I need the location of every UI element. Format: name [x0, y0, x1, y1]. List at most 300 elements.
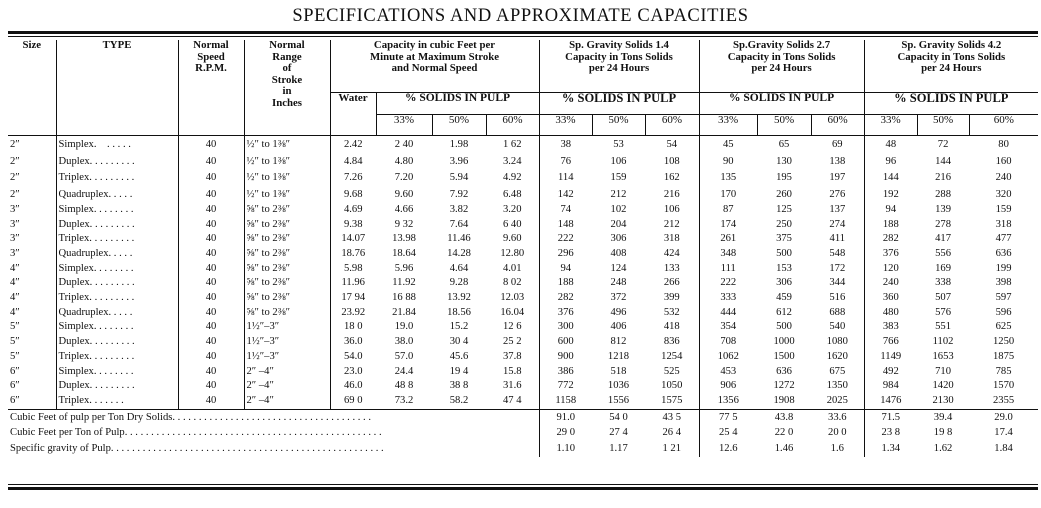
cell-value: 548 — [829, 247, 846, 259]
cell-value: 18.56 — [447, 306, 471, 318]
cell-value: 19.0 — [394, 321, 414, 333]
cell-value: 383 — [864, 320, 917, 335]
cell-size: 2″ — [10, 172, 20, 184]
cell-value: 73.2 — [394, 394, 414, 406]
cell-speed: 40 — [178, 291, 244, 306]
cell-size: 5″ — [10, 321, 20, 333]
footer-value: 91.0 — [539, 409, 592, 425]
cell-value: 170 — [699, 186, 757, 203]
table-row — [8, 379, 1038, 394]
size-group — [8, 203, 1038, 262]
cell-value: 106 — [663, 203, 680, 215]
cell-value: 636 — [776, 365, 792, 377]
cell-value: 7.20 — [394, 172, 414, 184]
cell-value: 4.66 — [394, 203, 414, 215]
cell-value: 31.6 — [502, 380, 522, 392]
cell-value: 240 — [864, 276, 917, 291]
cell-value: 318 — [663, 233, 680, 245]
header-pct: 50% — [432, 115, 486, 136]
cell-value: 11.96 — [330, 276, 376, 291]
cell-value: 2.42 — [330, 136, 376, 153]
cell-value: 282 — [539, 291, 592, 306]
header-capacity-line: Capacity in cubic Feet per — [373, 40, 496, 51]
header-stroke-line: Range — [272, 50, 302, 63]
cell-value: 18.76 — [330, 247, 376, 262]
cell-value: 197 — [829, 172, 846, 184]
cell-value: 87 — [699, 203, 757, 218]
header-pct: 50% — [757, 115, 811, 136]
size-group — [8, 262, 1038, 321]
cell-value: 47 4 — [502, 394, 522, 406]
header-pct: 50% — [592, 115, 645, 136]
cell-value: 500 — [776, 247, 792, 259]
footer-value: 43.8 — [757, 409, 811, 425]
cell-type: Duplex. . . . . . . . . — [56, 153, 178, 170]
table-row — [8, 136, 1038, 153]
cell-type: Quadruplex. . . . . — [56, 186, 178, 203]
cell-value: 65 — [778, 139, 790, 150]
cell-value: 348 — [699, 247, 757, 262]
cell-value: 106 — [610, 155, 627, 167]
cell-value: 108 — [663, 155, 680, 167]
cell-value: 710 — [935, 365, 951, 377]
cell-value: 376 — [539, 306, 592, 321]
cell-value: 708 — [699, 335, 757, 350]
cell-size: 3″ — [10, 203, 20, 215]
cell-value: 9.38 — [330, 218, 376, 233]
cell-value: 296 — [539, 247, 592, 262]
footer-value: 1.6 — [830, 443, 844, 455]
cell-size: 2″ — [10, 139, 20, 150]
cell-stroke: ⅝″ to 2⅜″ — [244, 218, 330, 233]
header-sg14-line: Sp. Gravity Solids 1.4 — [569, 40, 669, 51]
cell-value: 1356 — [699, 394, 757, 409]
cell-value: 596 — [995, 306, 1012, 318]
cell-value: 7.26 — [330, 169, 376, 186]
cell-value: 1420 — [932, 380, 954, 392]
size-group — [8, 136, 1038, 203]
cell-speed: 40 — [178, 136, 244, 153]
table-row — [8, 335, 1038, 350]
table-row — [8, 262, 1038, 277]
cell-value: 11.46 — [447, 233, 471, 245]
cell-size: 2″ — [10, 189, 20, 201]
cell-value: 766 — [864, 335, 917, 350]
footer-value: 19 8 — [933, 427, 953, 439]
cell-type: Triplex. . . . . . . . . — [56, 169, 178, 186]
cell-value: 5.98 — [330, 262, 376, 277]
table-row — [8, 320, 1038, 335]
top-rule-thick — [8, 31, 1038, 34]
cell-value: 540 — [829, 321, 846, 333]
cell-value: 1570 — [992, 380, 1015, 392]
cell-value: 153 — [776, 262, 792, 274]
cell-stroke: ½″ to 1⅜″ — [244, 153, 330, 170]
cell-value: 399 — [663, 292, 680, 304]
header-stroke-line: Stroke — [271, 73, 303, 86]
footer-value: 39.4 — [917, 409, 969, 425]
header-sg14-line: Capacity in Tons Solids — [565, 50, 673, 63]
cell-value: 248 — [610, 277, 627, 289]
footer-label: Cubic Feet of pulp per Ton Dry Solids. . . . . . . . . . . . . . . . . . . . . . . . . . . . . . . . . . . . . . — [8, 409, 539, 425]
header-pct: 33% — [376, 115, 432, 136]
cell-size: 4″ — [10, 262, 20, 274]
cell-value: 5.96 — [394, 262, 414, 274]
cell-value: 12 6 — [502, 321, 522, 333]
footer-value: 22 0 — [774, 427, 794, 439]
cell-value: 1050 — [661, 380, 683, 392]
cell-speed: 40 — [178, 203, 244, 218]
cell-value: 76 — [539, 153, 592, 170]
cell-value: 96 — [864, 153, 917, 170]
cell-stroke: ⅝″ to 2⅜″ — [244, 203, 330, 218]
cell-value: 900 — [539, 350, 592, 365]
cell-speed: 40 — [178, 335, 244, 350]
cell-value: 120 — [864, 262, 917, 277]
footer-value: 1.10 — [539, 441, 592, 457]
page-title: SPECIFICATIONS AND APPROXIMATE CAPACITIES — [292, 6, 749, 26]
cell-value: 53 — [613, 139, 624, 150]
cell-speed: 40 — [178, 394, 244, 409]
cell-value: 38.0 — [394, 336, 414, 348]
cell-value: 18 0 — [330, 320, 376, 335]
cell-value: 124 — [610, 262, 627, 274]
cell-speed: 40 — [178, 247, 244, 262]
footer-value: 26 4 — [662, 427, 682, 439]
cell-value: 556 — [935, 247, 951, 259]
cell-value: 372 — [610, 292, 627, 304]
header-sg42-line: per 24 Hours — [921, 62, 982, 74]
header-pct: 60% — [811, 115, 864, 136]
cell-value: 199 — [995, 262, 1012, 274]
cell-value: 354 — [699, 320, 757, 335]
cell-value: 111 — [699, 262, 757, 277]
cell-value: 333 — [699, 291, 757, 306]
cell-value: 984 — [864, 379, 917, 394]
cell-value: 320 — [995, 189, 1012, 201]
header-pct: 50% — [917, 115, 969, 136]
bottom-rule-thin — [8, 484, 1038, 485]
footer-value: 43 5 — [645, 409, 699, 425]
header-stroke-line: in — [282, 85, 292, 97]
cell-type: Simplex. . . . . . . . — [56, 262, 178, 277]
cell-value: 133 — [663, 262, 680, 274]
cell-speed: 40 — [178, 320, 244, 335]
cell-value: 94 — [539, 262, 592, 277]
cell-speed: 40 — [178, 306, 244, 321]
footer-value: 1.84 — [994, 443, 1013, 455]
cell-value: 21.84 — [392, 306, 416, 318]
cell-value: 212 — [610, 189, 627, 201]
cell-size: 3″ — [10, 233, 20, 245]
cell-value: 551 — [935, 321, 951, 333]
cell-type: Triplex. . . . . . . — [56, 394, 178, 409]
cell-stroke: ⅝″ to 2⅜″ — [244, 291, 330, 306]
cell-size: 5″ — [10, 350, 20, 362]
cell-value: 54 — [666, 139, 678, 150]
cell-value: 1149 — [864, 350, 917, 365]
cell-stroke: ⅝″ to 2⅜″ — [244, 232, 330, 247]
footer-row — [8, 409, 1038, 425]
cell-value: 3.82 — [449, 203, 469, 215]
cell-value: 240 — [995, 172, 1012, 184]
cell-value: 188 — [864, 218, 917, 233]
footer-value: 29 0 — [539, 425, 592, 441]
cell-value: 9.68 — [330, 186, 376, 203]
header-speed-line: Speed — [197, 50, 225, 63]
cell-value: 1.98 — [449, 139, 469, 150]
cell-value: 137 — [829, 203, 846, 215]
cell-value: 496 — [610, 306, 627, 318]
cell-value: 6.48 — [502, 189, 522, 201]
cell-value: 16.04 — [500, 306, 525, 318]
cell-value: 8 02 — [502, 277, 522, 289]
cell-value: 114 — [539, 169, 592, 186]
cell-value: 518 — [610, 365, 627, 377]
cell-value: 57.0 — [394, 350, 414, 362]
cell-value: 276 — [829, 189, 846, 201]
cell-value: 25 2 — [502, 336, 522, 348]
cell-value: 4.92 — [502, 172, 522, 184]
cell-value: 15.8 — [502, 365, 522, 377]
cell-stroke: ½″ to 1⅜″ — [244, 136, 330, 153]
cell-stroke: 1½″–3″ — [244, 350, 330, 365]
cell-speed: 40 — [178, 218, 244, 233]
cell-value: 3.24 — [502, 155, 522, 167]
cell-value: 1080 — [826, 336, 848, 348]
spec-table — [8, 40, 1038, 457]
header-sg27 — [699, 40, 864, 93]
cell-speed: 40 — [178, 379, 244, 394]
header-water: Water — [330, 93, 376, 136]
cell-type: Duplex. . . . . . . . . — [56, 379, 178, 394]
footer-row — [8, 441, 1038, 457]
cell-stroke: 2″ –4″ — [244, 365, 330, 380]
cell-value: 1062 — [699, 350, 757, 365]
footer-value: 12.6 — [699, 441, 757, 457]
footer-row — [8, 425, 1038, 441]
cell-size: 6″ — [10, 380, 20, 392]
cell-value: 17 94 — [330, 291, 376, 306]
cell-value: 1102 — [932, 336, 954, 348]
cell-value: 1254 — [661, 350, 683, 362]
cell-speed: 40 — [178, 186, 244, 203]
cell-value: 344 — [829, 277, 846, 289]
cell-speed: 40 — [178, 365, 244, 380]
cell-value: 2355 — [992, 394, 1015, 406]
cell-value: 9.60 — [502, 233, 522, 245]
cell-stroke: ⅝″ to 2⅜″ — [244, 262, 330, 277]
cell-stroke: ⅝″ to 2⅜″ — [244, 247, 330, 262]
cell-value: 138 — [829, 155, 846, 167]
cell-value: 675 — [829, 365, 846, 377]
cell-value: 94 — [864, 203, 917, 218]
cell-value: 36.0 — [330, 335, 376, 350]
footer-value: 27 4 — [609, 427, 628, 439]
cell-type: Simplex. . . . . . . . — [56, 203, 178, 218]
cell-value: 9.28 — [449, 277, 469, 289]
cell-value: 278 — [935, 218, 951, 230]
footer-value: 1.62 — [933, 443, 953, 455]
cell-value: 45 — [699, 136, 757, 153]
cell-value: 6 40 — [502, 218, 522, 230]
header-capacity-line: Minute at Maximum Stroke — [369, 50, 500, 63]
cell-value: 5.94 — [449, 172, 469, 184]
table-row — [8, 186, 1038, 203]
cell-value: 12.80 — [500, 247, 525, 259]
cell-value: 23.92 — [330, 306, 376, 321]
cell-value: 125 — [776, 203, 792, 215]
cell-value: 148 — [539, 218, 592, 233]
cell-value: 1476 — [864, 394, 917, 409]
cell-value: 172 — [829, 262, 846, 274]
cell-stroke: ⅝″ to 2⅜″ — [244, 276, 330, 291]
table-row — [8, 276, 1038, 291]
cell-speed: 40 — [178, 232, 244, 247]
header-solids-sg14: % SOLIDS IN PULP — [539, 93, 699, 115]
cell-value: 135 — [699, 169, 757, 186]
cell-value: 1036 — [607, 380, 630, 392]
cell-value: 188 — [539, 276, 592, 291]
cell-value: 142 — [539, 186, 592, 203]
footer-value: 1.17 — [609, 443, 628, 455]
cell-stroke: 2″ –4″ — [244, 394, 330, 409]
header-sg27-line: Sp.Gravity Solids 2.7 — [732, 40, 831, 51]
cell-value: 72 — [937, 139, 949, 150]
cell-value: 7.92 — [449, 189, 469, 201]
header-pct: 60% — [645, 115, 699, 136]
table-row — [8, 306, 1038, 321]
header-pct: 60% — [486, 115, 539, 136]
cell-size: 4″ — [10, 306, 20, 318]
cell-value: 14.07 — [330, 232, 376, 247]
header-stroke-line: of — [282, 62, 292, 74]
cell-value: 19 4 — [449, 365, 469, 377]
footer-value: 25 4 — [699, 425, 757, 441]
header-pct: 33% — [699, 115, 757, 136]
cell-value: 4.80 — [394, 155, 414, 167]
cell-value: 69 — [832, 139, 843, 150]
cell-value: 74 — [539, 203, 592, 218]
cell-value: 162 — [663, 172, 680, 184]
cell-value: 222 — [539, 232, 592, 247]
cell-value: 516 — [829, 292, 846, 304]
cell-value: 159 — [610, 172, 627, 184]
cell-type: Triplex. . . . . . . . . — [56, 291, 178, 306]
header-solids-sg27: % SOLIDS IN PULP — [699, 93, 864, 115]
cell-value: 13.98 — [392, 233, 416, 245]
cell-value: 2 40 — [394, 139, 414, 150]
cell-type: Triplex. . . . . . . . . — [56, 350, 178, 365]
cell-value: 411 — [829, 233, 846, 245]
cell-value: 144 — [864, 169, 917, 186]
cell-value: 4.64 — [449, 262, 469, 274]
table-row — [8, 365, 1038, 380]
cell-value: 300 — [539, 320, 592, 335]
cell-value: 195 — [776, 172, 792, 184]
cell-value: 1620 — [826, 350, 848, 362]
cell-value: 9.60 — [394, 189, 414, 201]
cell-value: 306 — [776, 277, 792, 289]
cell-value: 159 — [995, 203, 1012, 215]
cell-value: 30 4 — [449, 336, 469, 348]
cell-value: 48 — [864, 136, 917, 153]
footer-rows — [8, 409, 1038, 457]
cell-value: 9 32 — [394, 218, 414, 230]
footer-value: 71.5 — [864, 409, 917, 425]
header-capacity-line: and Normal Speed — [391, 62, 478, 74]
cell-stroke: 1½″–3″ — [244, 335, 330, 350]
header-sg27-line: per 24 Hours — [751, 62, 812, 74]
cell-value: 139 — [935, 203, 951, 215]
footer-label: Cubic Feet per Ton of Pulp. . . . . . . . . . . . . . . . . . . . . . . . . . . . . . . . . . . . . . . . . . . . . . . . . — [10, 427, 382, 439]
cell-value: 288 — [935, 189, 951, 201]
cell-value: 261 — [699, 232, 757, 247]
cell-value: 169 — [935, 262, 951, 274]
cell-value: 14.28 — [447, 247, 471, 259]
cell-value: 54.0 — [330, 350, 376, 365]
cell-value: 318 — [995, 218, 1012, 230]
cell-speed: 40 — [178, 350, 244, 365]
cell-value: 260 — [776, 189, 792, 201]
cell-type: Quadruplex. . . . . — [56, 306, 178, 321]
table-header — [8, 40, 1038, 136]
cell-size: 2″ — [10, 155, 20, 167]
header-sg42-line: Capacity in Tons Solids — [897, 50, 1006, 63]
header-speed-line: R.P.M. — [195, 62, 227, 74]
cell-value: 274 — [829, 218, 846, 230]
footer-value: 29.0 — [969, 409, 1038, 425]
cell-value: 1556 — [607, 394, 630, 406]
cell-stroke: 2″ –4″ — [244, 379, 330, 394]
cell-type: Duplex. . . . . . . . . — [56, 218, 178, 233]
cell-size: 4″ — [10, 292, 20, 304]
cell-value: 2130 — [932, 394, 954, 406]
header-capacity — [330, 40, 539, 93]
cell-stroke: ⅝″ to 2⅜″ — [244, 306, 330, 321]
footer-value: 17.4 — [994, 427, 1013, 439]
cell-value: 306 — [610, 233, 627, 245]
cell-value: 250 — [776, 218, 792, 230]
cell-value: 204 — [610, 218, 627, 230]
cell-value: 4.84 — [330, 153, 376, 170]
cell-value: 48 8 — [394, 380, 414, 392]
cell-stroke: 1½″–3″ — [244, 320, 330, 335]
table-row — [8, 169, 1038, 186]
cell-value: 492 — [864, 365, 917, 380]
cell-size: 4″ — [10, 277, 20, 289]
cell-value: 417 — [935, 233, 951, 245]
cell-size: 6″ — [10, 365, 20, 377]
cell-value: 16 88 — [392, 292, 416, 304]
cell-value: 130 — [776, 155, 792, 167]
cell-value: 69 0 — [330, 394, 376, 409]
bottom-rule-thick — [8, 487, 1038, 490]
header-stroke-line: Inches — [272, 96, 302, 109]
cell-type: Duplex. . . . . . . . . — [56, 276, 178, 291]
header-stroke-line: Normal — [269, 40, 305, 51]
cell-value: 386 — [539, 365, 592, 380]
footer-value: 33.6 — [811, 409, 864, 425]
header-sg27-line: Capacity in Tons Solids — [727, 50, 836, 63]
cell-value: 1158 — [539, 394, 592, 409]
cell-value: 444 — [699, 306, 757, 321]
cell-value: 459 — [776, 292, 792, 304]
cell-value: 576 — [935, 306, 951, 318]
size-group — [8, 320, 1038, 364]
cell-value: 398 — [995, 277, 1012, 289]
cell-value: 597 — [995, 292, 1012, 304]
